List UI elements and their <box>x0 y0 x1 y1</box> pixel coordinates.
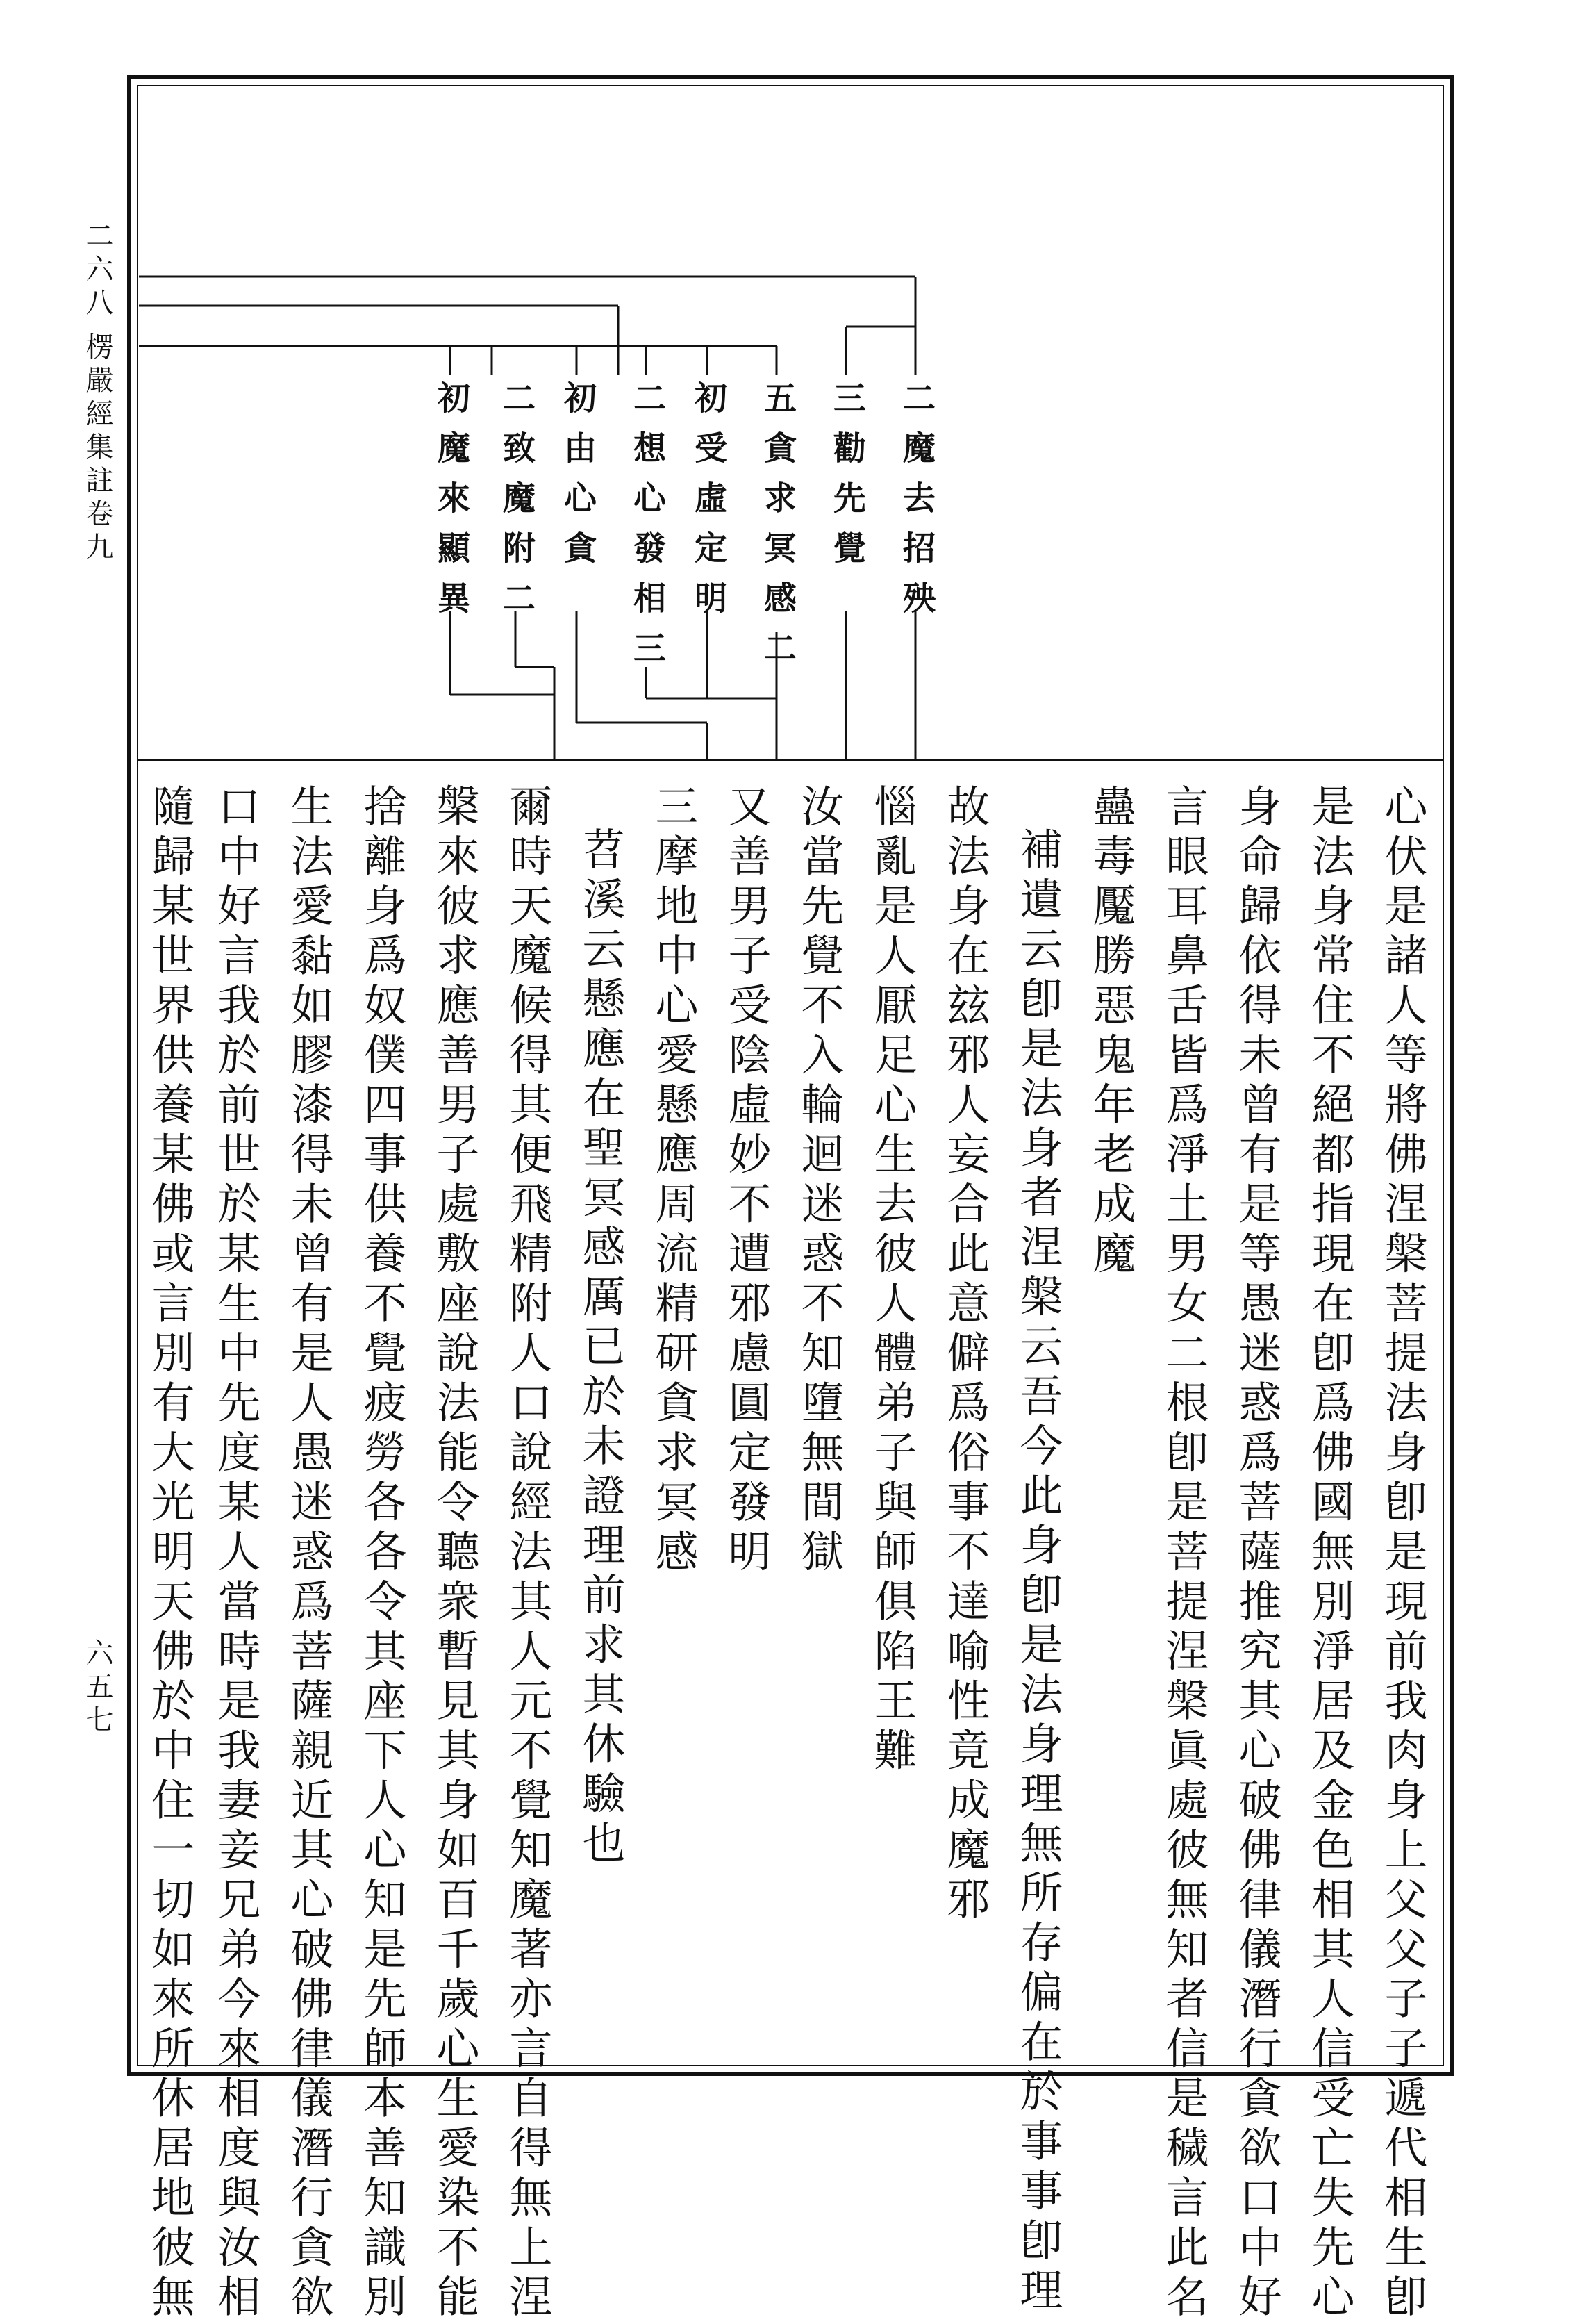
text-column-17: 口中好言我於前世於某生中先度某人當時是我妻妾兄弟今來相度與汝相 <box>210 784 261 2324</box>
text-column-8: 惱亂是人厭足心生去彼人體弟子與師俱陷王難 <box>867 784 918 1777</box>
text-column-3: 身命歸依得未曾有是等愚迷惑爲菩薩推究其心破佛律儀潛行貪欲口中好 <box>1231 784 1282 2324</box>
text-column-11: 三摩地中心愛懸應周流精研貪求冥感 <box>648 784 699 1579</box>
text-column-12: 苕溪云懸應在聖冥感厲已於未證理前求其休驗也 <box>575 827 626 1870</box>
text-column-4: 言眼耳鼻舌皆爲淨土男女二根卽是菩提涅槃眞處彼無知者信是穢言此名 <box>1159 784 1209 2324</box>
outline-item-6: 初由心貪 <box>558 381 597 581</box>
outline-item-3: 五貪求冥感二 <box>758 381 797 681</box>
outline-item-8: 初魔來顯異 <box>432 381 470 631</box>
text-column-9: 汝當先覺不入輪迴迷惑不知墮無間獄 <box>794 784 845 1579</box>
text-column-5: 蠱毒魘勝惡鬼年老成魔 <box>1086 784 1136 1280</box>
page-number: 六五七 <box>81 1638 113 1738</box>
text-column-6: 補遺云卽是法身者涅槃云吾今此身卽是法身理無所存偏在於事事卽理 <box>1013 827 1063 2317</box>
outline-item-5: 二想心發相三 <box>628 381 666 681</box>
text-column-16: 生法愛黏如膠漆得未曾有是人愚迷惑爲菩薩親近其心破佛律儀潛行貪欲 <box>283 784 334 2324</box>
text-column-13: 爾時天魔候得其便飛精附人口說經法其人元不覺知魔著亦言自得無上涅 <box>502 784 553 2324</box>
text-column-15: 捨離身爲奴僕四事供養不覺疲勞各各令其座下人心知是先師本善知識別 <box>356 784 407 2324</box>
outline-item-4: 初受虛定明 <box>689 381 727 631</box>
text-column-10: 又善男子受陰虛妙不遭邪慮圓定發明 <box>721 784 772 1579</box>
text-column-1: 心伏是諸人等將佛涅槃菩提法身卽是現前我肉身上父父子子遞代相生卽 <box>1377 784 1428 2324</box>
volume-page-number: 二六八 <box>81 221 113 321</box>
book-title: 楞嚴經集註卷九 <box>81 332 113 566</box>
outline-item-1: 二魔去招殃 <box>897 381 936 631</box>
outline-item-2: 三勸先覺 <box>828 381 866 581</box>
text-column-18: 隨歸某世界供養某佛或言別有大光明天佛於中住一切如來所休居地彼無 <box>144 784 195 2324</box>
text-column-2: 是法身常住不絕都指現在卽爲佛國無別淨居及金色相其人信受亡失先心 <box>1304 784 1355 2324</box>
text-column-7: 故法身在玆邪人妄合此意僻爲俗事不達喻性竟成魔邪 <box>940 784 990 1927</box>
outline-item-7: 二致魔附二 <box>497 381 536 631</box>
text-column-14: 槃來彼求應善男子處敷座說法能令聽衆暫見其身如百千歲心生愛染不能 <box>429 784 480 2324</box>
